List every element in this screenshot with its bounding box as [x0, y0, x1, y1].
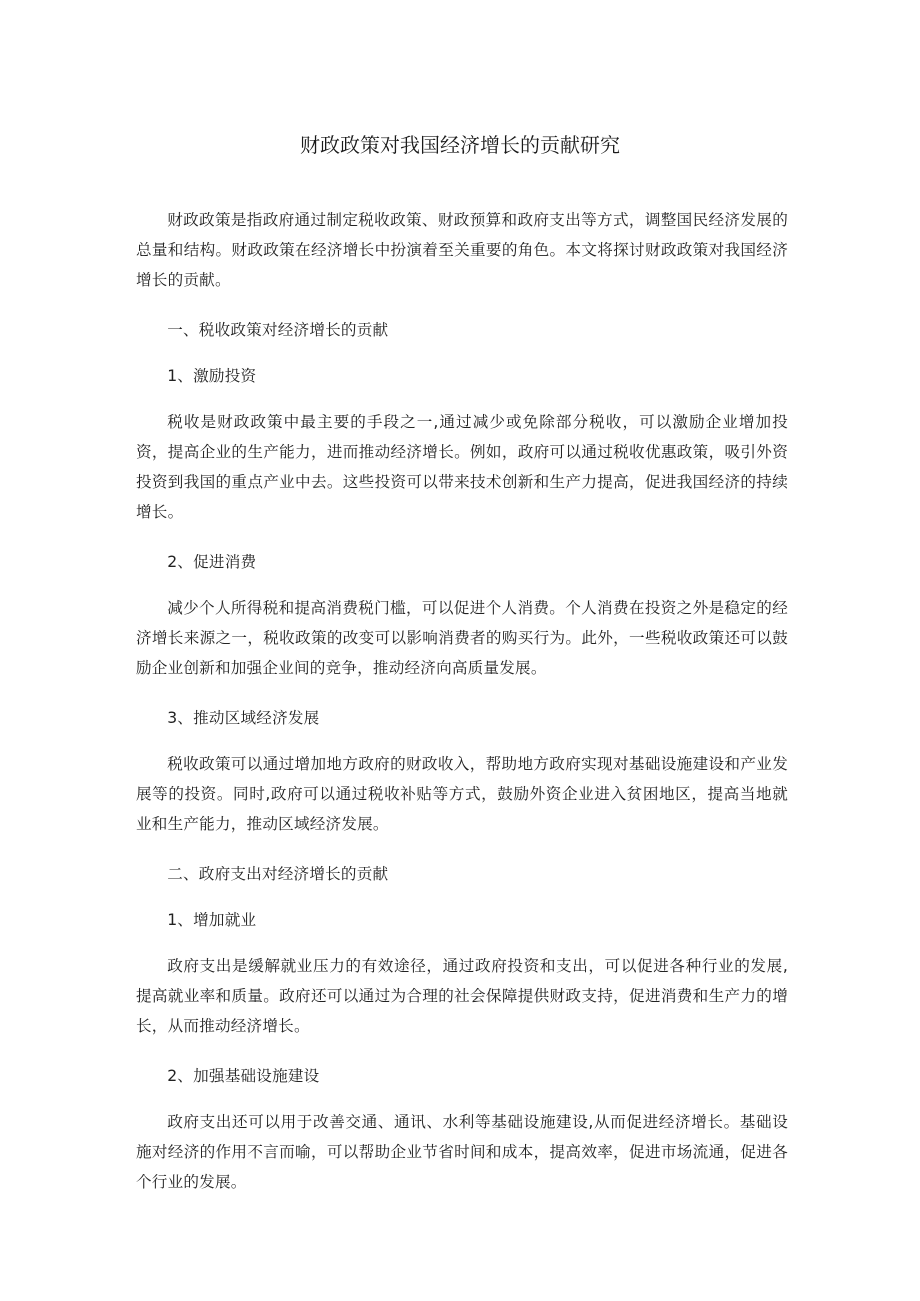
section2-sub2-heading: 2、加强基础设施建设	[167, 1067, 320, 1085]
section2-sub1-paragraph: 政府支出是缓解就业压力的有效途径，通过政府投资和支出，可以促进各种行业的发展,提高就业率和质量。政府还可以通过为合理的社会保障提供财政支持，促进消费和生产力的增长，从而推动经济增长。	[136, 957, 788, 1035]
document-title: 财政政策对我国经济增长的贡献研究	[300, 133, 620, 157]
section1-sub2-heading: 2、促进消费	[167, 553, 257, 571]
intro-paragraph: 财政政策是指政府通过制定税收政策、财政预算和政府支出等方式，调整国民经济发展的总量和结构。财政政策在经济增长中扮演着至关重要的角色。本文将探讨财政政策对我国经济增长的贡献。	[136, 211, 788, 289]
section1-sub2-paragraph: 减少个人所得税和提高消费税门槛，可以促进个人消费。个人消费在投资之外是稳定的经济增长来源之一，税收政策的改变可以影响消费者的购买行为。此外，一些税收政策还可以鼓励企业创新和加强企业间的竞争，推动经济向高质量发展。	[136, 599, 788, 677]
section1-heading: 一、税收政策对经济增长的贡献	[167, 321, 389, 339]
document-body	[136, 205, 788, 1217]
section2-sub2-paragraph: 政府支出还可以用于改善交通、通讯、水利等基础设施建设,从而促进经济增长。基础设施对经济的作用不言而喻，可以帮助企业节省时间和成本，提高效率，促进市场流通，促进各个行业的发展。	[136, 1113, 788, 1191]
section1-sub3-heading: 3、推动区域经济发展	[167, 709, 320, 727]
section1-sub1-heading: 1、激励投资	[167, 367, 257, 385]
section2-sub1-heading: 1、增加就业	[167, 911, 257, 929]
section1-sub1-paragraph: 税收是财政政策中最主要的手段之一,通过减少或免除部分税收，可以激励企业增加投资，提高企业的生产能力，进而推动经济增长。例如，政府可以通过税收优惠政策，吸引外资投资到我国的重点产业中去。这些投资可以带来技术创新和生产力提高，促进我国经济的持续增长。	[136, 413, 788, 521]
section2-heading: 二、政府支出对经济增长的贡献	[167, 865, 389, 883]
section1-sub3-paragraph: 税收政策可以通过增加地方政府的财政收入，帮助地方政府实现对基础设施建设和产业发展等的投资。同时,政府可以通过税收补贴等方式，鼓励外资企业进入贫困地区，提高当地就业和生产能力，推动区域经济发展。	[136, 755, 788, 833]
